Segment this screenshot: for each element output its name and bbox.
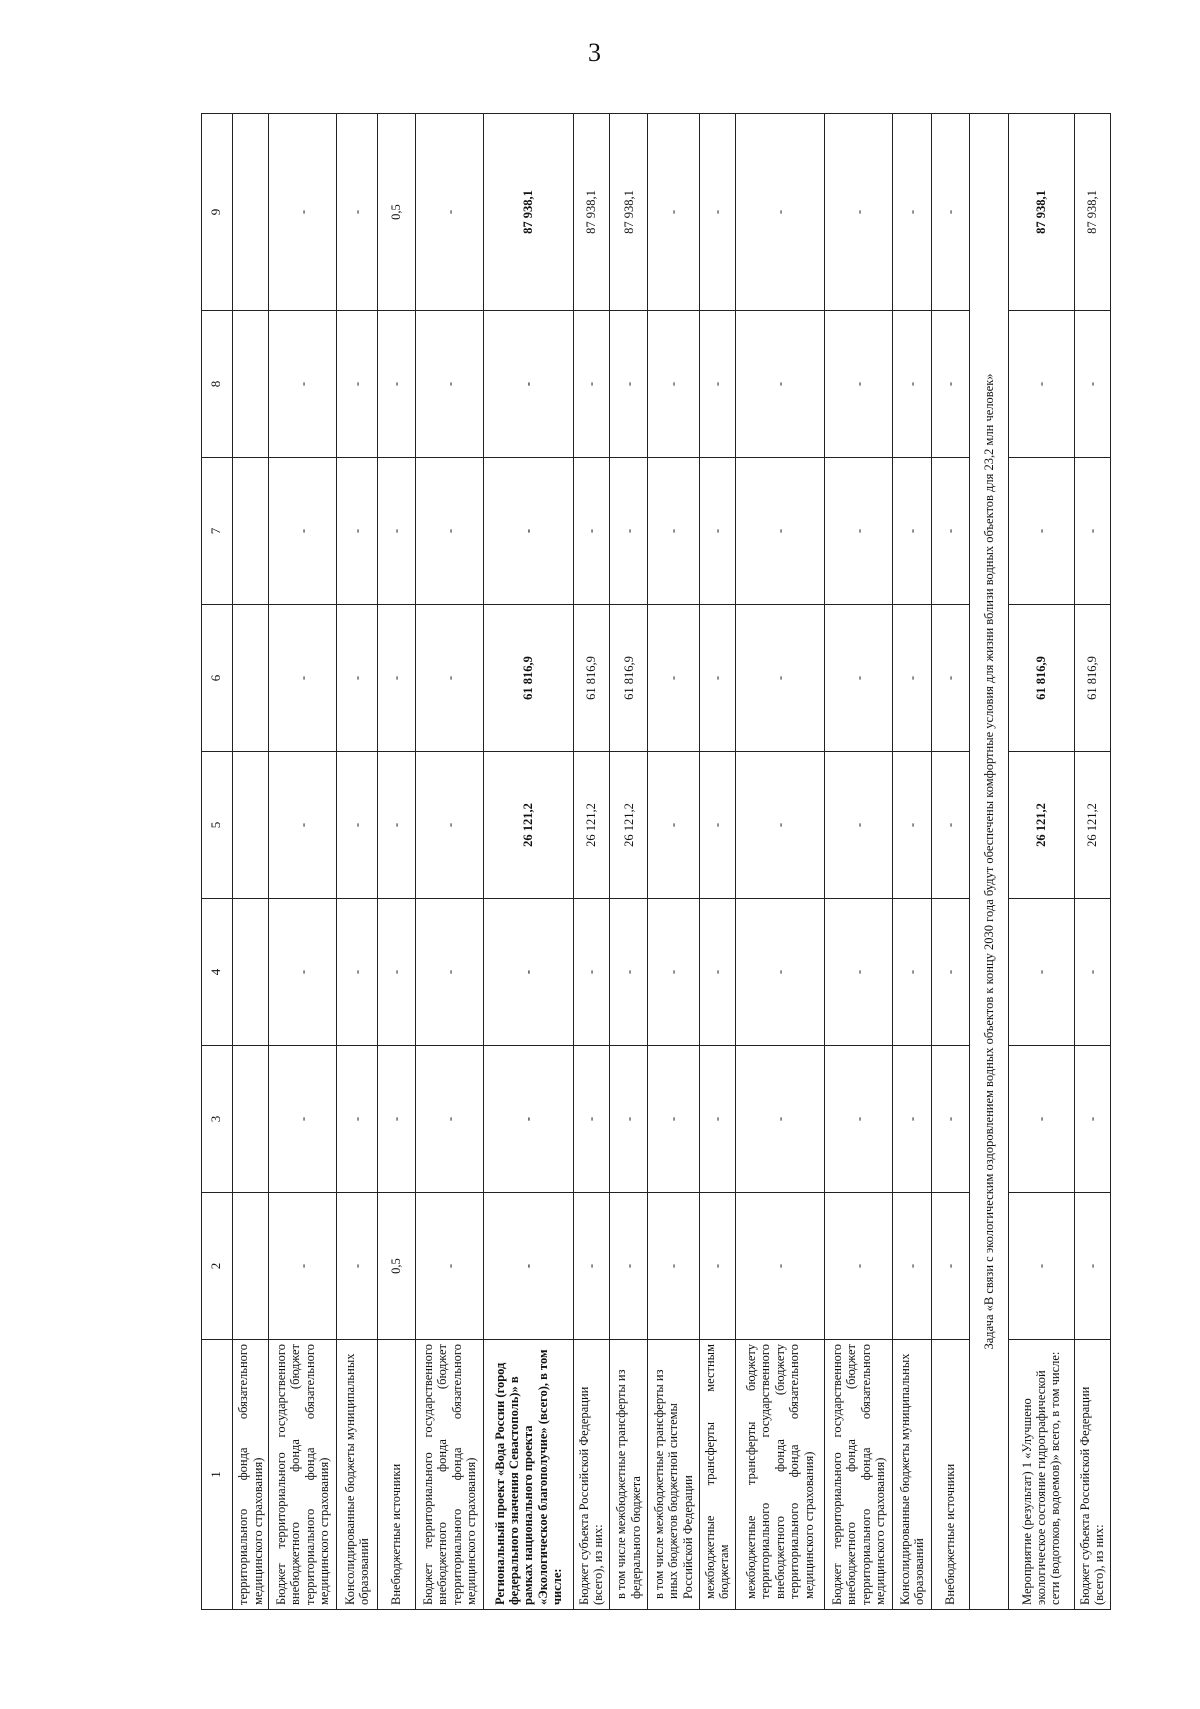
cell-value: - [699,752,735,899]
cell-value: - [648,458,699,605]
table-row [1074,114,1110,1610]
row-name: Региональный проект «Вода России (город федерального значения Севастополь)» в рамках национального проекта «Экологическое благополучие» (всего), в том числе: [484,1340,574,1610]
cell-value [232,752,268,899]
table-row [416,114,484,1610]
row-name: Консолидированные бюджеты муниципальных образований [337,1340,377,1610]
cell-value: - [269,605,337,752]
cell-value: - [825,311,893,458]
cell-value: - [484,458,574,605]
budget-table [201,113,1111,1610]
table-row [377,114,415,1610]
cell-value: 61 816,9 [484,605,574,752]
table-row [610,114,648,1610]
cell-value: - [893,1046,931,1193]
cell-value: - [699,458,735,605]
cell-value: - [610,458,648,605]
cell-value: - [825,899,893,1046]
cell-value: - [931,899,969,1046]
cell-value: - [377,605,415,752]
cell-value: - [931,311,969,458]
cell-value: 87 938,1 [484,114,574,311]
cell-value: 87 938,1 [1008,114,1074,311]
cell-value: - [416,1046,484,1193]
row-name: в том числе межбюджетные трансферты из федерального бюджета [610,1340,648,1610]
cell-value: 61 816,9 [610,605,648,752]
header-cell: 4 [202,899,233,1046]
cell-value: - [648,1193,699,1340]
cell-value: - [269,899,337,1046]
row-name: Консолидированные бюджеты муниципальных образований [893,1340,931,1610]
cell-value: - [893,114,931,311]
cell-value: - [648,114,699,311]
cell-value: - [416,458,484,605]
header-cell: 2 [202,1193,233,1340]
cell-value: - [735,1046,825,1193]
cell-value: - [825,458,893,605]
page-number: 3 [588,38,601,67]
cell-value: - [735,458,825,605]
cell-value: - [416,752,484,899]
row-name: межбюджетные трансферты местным бюджетам [699,1340,735,1610]
header-cell: 1 [202,1340,233,1610]
cell-value: - [699,311,735,458]
cell-value: - [337,752,377,899]
cell-value: - [825,114,893,311]
row-name: Внебюджетные источники [377,1340,415,1610]
cell-value: - [699,899,735,1046]
row-name: Внебюджетные источники [931,1340,969,1610]
cell-value: - [735,752,825,899]
cell-value: - [377,899,415,1046]
table-row [893,114,931,1610]
cell-value: - [610,311,648,458]
cell-value: - [1008,311,1074,458]
cell-value [232,1046,268,1193]
row-name: межбюджетные трансферты бюджету территориального государственного внебюджетного фонда (бюджету территориального фонда обязательного медицинского страхования) [735,1340,825,1610]
cell-value: 61 816,9 [573,605,609,752]
cell-value: - [735,114,825,311]
cell-value: - [610,1046,648,1193]
cell-value: - [699,114,735,311]
cell-value [232,605,268,752]
task-text: Задача «В связи с экологическим оздоровлением водных объектов к концу 2030 года будут обеспечены комфортные условия для жизни вблизи водных объектов для 23,2 млн человек» [970,114,1008,1610]
cell-value: 61 816,9 [1008,605,1074,752]
cell-value: - [648,752,699,899]
cell-value: - [337,605,377,752]
header-cell: 6 [202,605,233,752]
cell-value [232,1193,268,1340]
cell-value: - [648,1046,699,1193]
cell-value: - [377,1046,415,1193]
header-cell: 8 [202,311,233,458]
cell-value: - [337,1046,377,1193]
cell-value: - [484,1193,574,1340]
table-row [699,114,735,1610]
cell-value: - [893,1193,931,1340]
cell-value: - [825,1193,893,1340]
cell-value: 26 121,2 [484,752,574,899]
cell-value: - [1074,458,1110,605]
cell-value: - [573,1193,609,1340]
cell-value: 0,5 [377,1193,415,1340]
cell-value: - [573,311,609,458]
cell-value: - [269,458,337,605]
cell-value: 87 938,1 [1074,114,1110,311]
cell-value: - [648,605,699,752]
cell-value: - [893,458,931,605]
cell-value: - [931,1193,969,1340]
rotated-table-container [201,114,1111,1610]
header-cell: 3 [202,1046,233,1193]
cell-value [232,458,268,605]
cell-value: - [1008,1193,1074,1340]
row-name: Бюджет субъекта Российской Федерации (всего), из них: [1074,1340,1110,1610]
cell-value: - [893,752,931,899]
cell-value: - [337,114,377,311]
cell-value: - [377,752,415,899]
header-cell: 7 [202,458,233,605]
cell-value: - [269,752,337,899]
cell-value: 0,5 [377,114,415,311]
cell-value: - [931,752,969,899]
table-row [232,114,268,1610]
cell-value: 26 121,2 [1008,752,1074,899]
cell-value: - [1008,1046,1074,1193]
cell-value: - [377,458,415,605]
task-row [970,114,1008,1610]
cell-value: 26 121,2 [573,752,609,899]
table-header-row [202,114,233,1610]
cell-value: - [484,899,574,1046]
cell-value: - [416,114,484,311]
table-row [1008,114,1074,1610]
cell-value: - [337,899,377,1046]
cell-value: - [337,1193,377,1340]
cell-value: - [735,605,825,752]
cell-value: 61 816,9 [1074,605,1110,752]
cell-value: - [484,1046,574,1193]
cell-value: - [825,1046,893,1193]
cell-value: - [416,605,484,752]
row-name: Бюджет субъекта Российской Федерации (всего), из них: [573,1340,609,1610]
cell-value: - [269,1046,337,1193]
cell-value: 26 121,2 [610,752,648,899]
cell-value: - [1074,311,1110,458]
cell-value: - [648,899,699,1046]
cell-value: - [1074,1193,1110,1340]
cell-value [232,899,268,1046]
cell-value: - [484,311,574,458]
table-row [484,114,574,1610]
row-name: Мероприятие (результат) 1 «Улучшено экологическое состояние гидрографической сети (водотоков, водоемов)» всего, в том числе: [1008,1340,1074,1610]
cell-value: - [699,1193,735,1340]
cell-value: - [573,458,609,605]
cell-value: - [648,311,699,458]
cell-value: - [893,899,931,1046]
table-row [735,114,825,1610]
cell-value: - [1008,899,1074,1046]
table-row [269,114,337,1610]
row-name: Бюджет территориального государственного внебюджетного фонда (бюджет территориального фонда обязательного медицинского страхования) [416,1340,484,1610]
cell-value [232,311,268,458]
cell-value: - [735,1193,825,1340]
cell-value: - [1074,899,1110,1046]
cell-value: - [893,605,931,752]
cell-value: - [931,114,969,311]
cell-value: - [573,899,609,1046]
row-name: в том числе межбюджетные трансферты из иных бюджетов бюджетной системы Российской Федерации [648,1340,699,1610]
header-cell: 5 [202,752,233,899]
cell-value: - [699,605,735,752]
cell-value: - [825,605,893,752]
cell-value: - [610,899,648,1046]
cell-value: - [931,1046,969,1193]
cell-value: - [825,752,893,899]
cell-value: - [735,311,825,458]
cell-value: - [1008,458,1074,605]
row-name: Бюджет территориального государственного внебюджетного фонда (бюджет территориального фонда обязательного медицинского страхования) [825,1340,893,1610]
cell-value: - [1074,1046,1110,1193]
cell-value: - [735,899,825,1046]
cell-value: - [416,311,484,458]
cell-value: - [269,114,337,311]
table-row [573,114,609,1610]
table-row [648,114,699,1610]
cell-value: - [416,1193,484,1340]
cell-value: - [931,458,969,605]
cell-value [232,114,268,311]
cell-value: - [699,1046,735,1193]
cell-value: 87 938,1 [610,114,648,311]
cell-value: - [573,1046,609,1193]
cell-value: 26 121,2 [1074,752,1110,899]
row-name: территориального фонда обязательного медицинского страхования) [232,1340,268,1610]
table-row [825,114,893,1610]
cell-value: - [377,311,415,458]
row-name: Бюджет территориального государственного внебюджетного фонда (бюджет территориального фонда обязательного медицинского страхования) [269,1340,337,1610]
cell-value: - [269,1193,337,1340]
table-row [931,114,969,1610]
cell-value: - [416,899,484,1046]
cell-value: - [931,605,969,752]
cell-value: - [893,311,931,458]
cell-value: - [337,458,377,605]
cell-value: - [610,1193,648,1340]
cell-value: 87 938,1 [573,114,609,311]
cell-value: - [337,311,377,458]
header-cell: 9 [202,114,233,311]
table-row [337,114,377,1610]
cell-value: - [269,311,337,458]
